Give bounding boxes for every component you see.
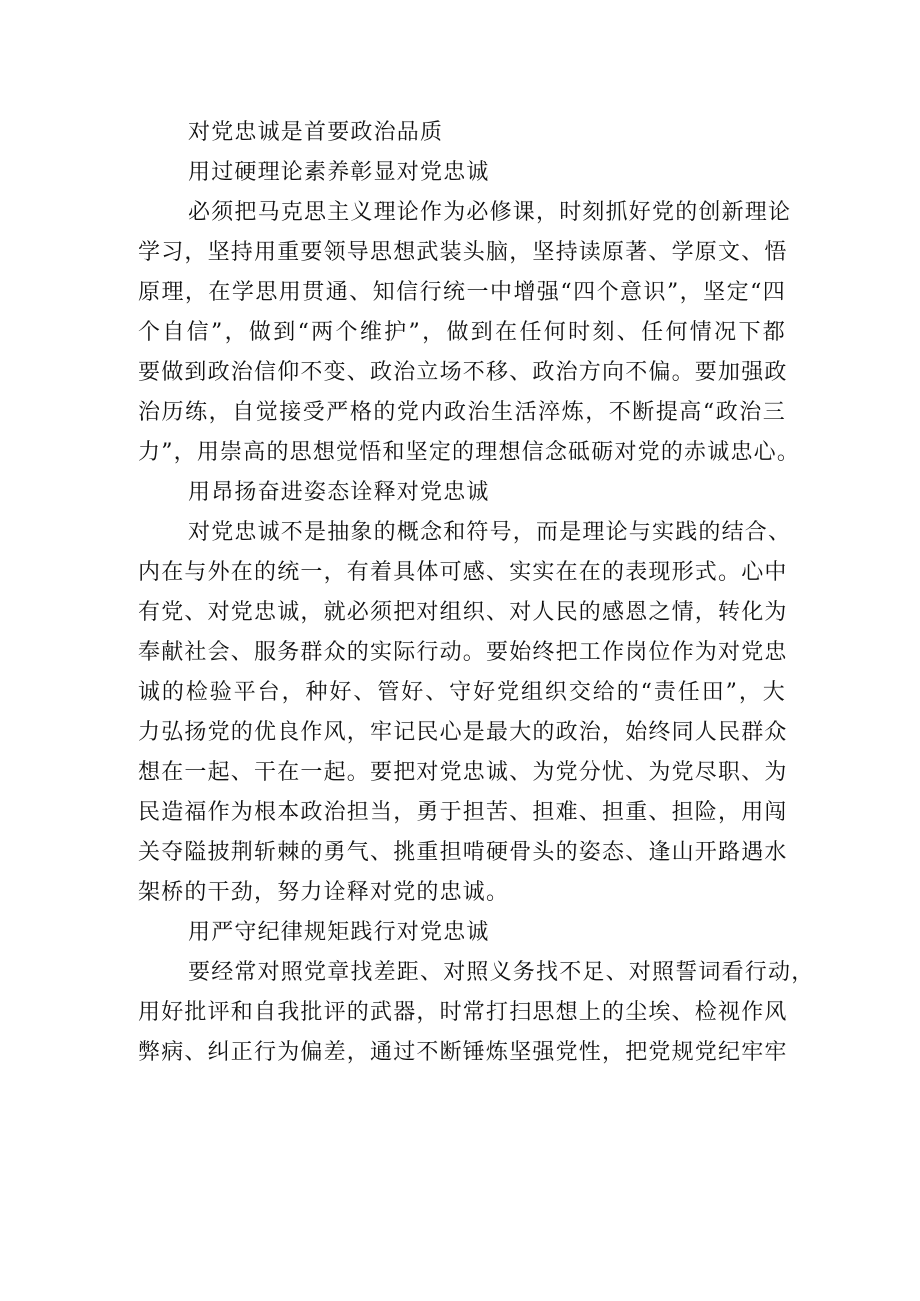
text-line: 有党、对党忠诚，就必须把对组织、对人民的感恩之情，转化为 — [138, 600, 788, 625]
text-line: 关夺隘披荆斩棘的勇气、挑重担啃硬骨头的姿态、逢山开路遇水 — [138, 840, 788, 865]
section-heading-line: 用严守纪律规矩践行对党忠诚 — [188, 920, 490, 945]
text-line: 要做到政治信仰不变、政治立场不移、政治方向不偏。要加强政 — [138, 360, 788, 385]
text-line: 个自信”，做到“两个维护”，做到在任何时刻、任何情况下都 — [138, 320, 786, 345]
section-heading-line: 用昂扬奋进姿态诠释对党忠诚 — [188, 480, 490, 505]
text-line: 原理，在学思用贯通、知信行统一中增强“四个意识”，坚定“四 — [138, 280, 786, 305]
section-heading-line: 用过硬理论素养彰显对党忠诚 — [188, 160, 490, 185]
text-line: 要经常对照党章找差距、对照义务找不足、对照誓词看行动， — [188, 960, 815, 985]
article-body — [138, 113, 815, 1073]
text-line: 架桥的干劲，努力诠释对党的忠诚。 — [138, 880, 510, 905]
text-line: 对党忠诚不是抽象的概念和符号，而是理论与实践的结合、 — [188, 520, 792, 545]
section-heading-line: 对党忠诚是首要政治品质 — [188, 120, 444, 145]
text-line: 力”，用崇高的思想觉悟和坚定的理想信念砥砺对党的赤诚忠心。 — [138, 440, 801, 465]
text-line: 民造福作为根本政治担当，勇于担苦、担难、担重、担险，用闯 — [138, 800, 788, 825]
text-line: 内在与外在的统一，有着具体可感、实实在在的表现形式。心中 — [138, 560, 788, 585]
text-line: 学习，坚持用重要领导思想武装头脑，坚持读原著、学原文、悟 — [138, 240, 788, 265]
text-line: 奉献社会、服务群众的实际行动。要始终把工作岗位作为对党忠 — [138, 640, 788, 665]
text-line: 力弘扬党的优良作风，牢记民心是最大的政治，始终同人民群众 — [138, 720, 788, 745]
text-line: 治历练，自觉接受严格的党内政治生活淬炼，不断提高“政治三 — [138, 400, 786, 425]
text-line: 必须把马克思主义理论作为必修课，时刻抓好党的创新理论 — [188, 200, 792, 225]
text-line: 用好批评和自我批评的武器，时常打扫思想上的尘埃、检视作风 — [138, 1000, 788, 1025]
text-line: 诚的检验平台，种好、管好、守好党组织交给的“责任田”，大 — [138, 680, 786, 705]
text-line: 想在一起、干在一起。要把对党忠诚、为党分忧、为党尽职、为 — [138, 760, 788, 785]
text-line: 弊病、纠正行为偏差，通过不断锤炼坚强党性，把党规党纪牢牢 — [138, 1040, 788, 1065]
